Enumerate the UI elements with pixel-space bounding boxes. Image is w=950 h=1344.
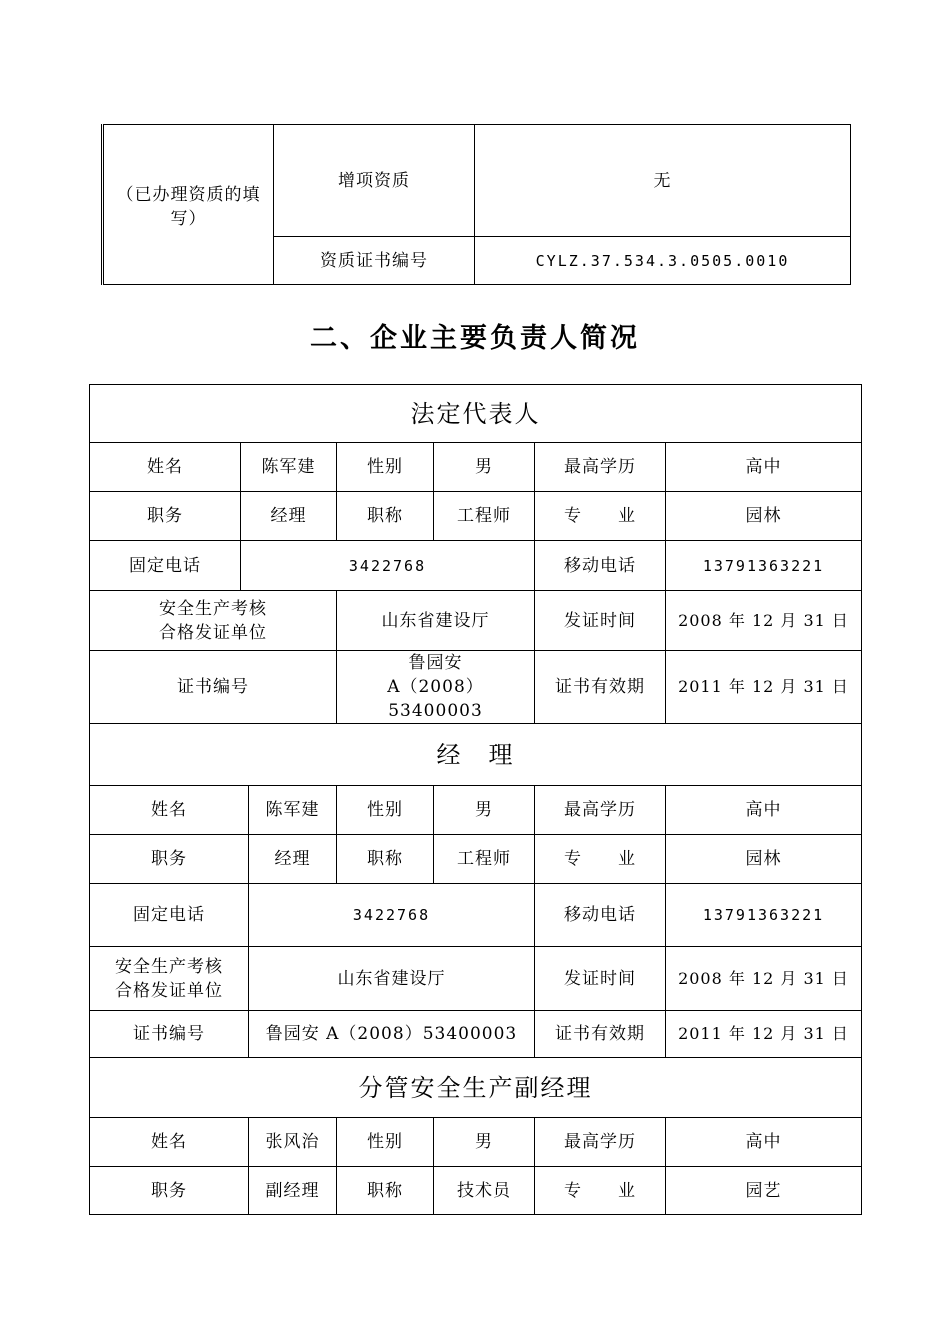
cert-number-label: 证书编号	[90, 651, 337, 724]
mobile-label: 移动电话	[535, 541, 666, 591]
table-row	[90, 492, 862, 541]
table-row	[90, 1118, 862, 1167]
mobile-value: 13791363221	[666, 541, 862, 591]
table-row	[90, 835, 862, 884]
education-value: 高中	[666, 786, 862, 835]
table-row	[90, 541, 862, 591]
title-label: 职称	[337, 492, 434, 541]
block-header-manager: 经 理	[90, 724, 862, 786]
major-value: 园林	[666, 835, 862, 884]
table-row	[90, 1167, 862, 1215]
cert-unit-label	[90, 947, 249, 1011]
title-label: 职称	[337, 1167, 434, 1215]
education-value: 高中	[666, 1118, 862, 1167]
cert-unit-label-line-2: 合格发证单位	[159, 622, 267, 643]
qualification-table	[101, 124, 851, 285]
table-row	[90, 443, 862, 492]
name-value: 陈军建	[249, 786, 337, 835]
position-label: 职务	[90, 492, 241, 541]
block-header-safety-deputy-manager: 分管安全生产副经理	[90, 1058, 862, 1118]
position-label: 职务	[90, 835, 249, 884]
phone-label: 固定电话	[90, 541, 241, 591]
cert-unit-label	[90, 591, 337, 651]
extra-qualification-value: 无	[475, 125, 851, 237]
mobile-value: 13791363221	[666, 884, 862, 947]
table-row	[90, 1011, 862, 1058]
major-label: 专 业	[535, 835, 666, 884]
cert-number-value	[337, 651, 535, 724]
name-value: 陈军建	[241, 443, 337, 492]
major-value: 园林	[666, 492, 862, 541]
cert-number-line-2: A（2008）53400003	[387, 677, 484, 721]
extra-qualification-label: 增项资质	[274, 125, 475, 237]
table-row	[90, 591, 862, 651]
table-row	[90, 947, 862, 1011]
issue-date-value: 2008 年 12 月 31 日	[666, 591, 862, 651]
valid-date-label: 证书有效期	[535, 1011, 666, 1058]
cert-unit-label-line-1: 安全生产考核	[159, 598, 267, 619]
name-label: 姓名	[90, 443, 241, 492]
major-label: 专 业	[535, 1167, 666, 1215]
title-label: 职称	[337, 835, 434, 884]
gender-label: 性别	[337, 1118, 434, 1167]
block-header-legal-rep: 法定代表人	[90, 385, 862, 443]
title-value: 技术员	[434, 1167, 535, 1215]
name-value: 张风治	[249, 1118, 337, 1167]
issue-date-label: 发证时间	[535, 947, 666, 1011]
position-value: 副经理	[249, 1167, 337, 1215]
name-label: 姓名	[90, 1118, 249, 1167]
gender-value: 男	[434, 786, 535, 835]
cert-unit-value: 山东省建设厅	[337, 591, 535, 651]
education-value: 高中	[666, 443, 862, 492]
position-value: 经理	[241, 492, 337, 541]
gender-value: 男	[434, 443, 535, 492]
cert-unit-label-line-1: 安全生产考核	[115, 956, 223, 977]
major-label: 专 业	[535, 492, 666, 541]
phone-value: 3422768	[241, 541, 535, 591]
valid-date-label: 证书有效期	[535, 651, 666, 724]
gender-label: 性别	[337, 786, 434, 835]
education-label: 最高学历	[535, 443, 666, 492]
issue-date-value: 2008 年 12 月 31 日	[666, 947, 862, 1011]
mobile-label: 移动电话	[535, 884, 666, 947]
gender-label: 性别	[337, 443, 434, 492]
valid-date-value: 2011 年 12 月 31 日	[666, 651, 862, 724]
cert-number-label: 证书编号	[90, 1011, 249, 1058]
table-row	[90, 786, 862, 835]
qualification-note: （已办理资质的填写）	[103, 125, 274, 285]
personnel-table	[89, 384, 862, 1215]
position-label: 职务	[90, 1167, 249, 1215]
section-title: 二、企业主要负责人简况	[310, 323, 640, 354]
phone-value: 3422768	[249, 884, 535, 947]
gender-value: 男	[434, 1118, 535, 1167]
table-row	[90, 884, 862, 947]
valid-date-value: 2011 年 12 月 31 日	[666, 1011, 862, 1058]
cert-number-value: 鲁园安 A（2008）53400003	[249, 1011, 535, 1058]
certificate-number-label: 资质证书编号	[274, 237, 475, 285]
table-row	[90, 651, 862, 724]
title-value: 工程师	[434, 835, 535, 884]
education-label: 最高学历	[535, 786, 666, 835]
name-label: 姓名	[90, 786, 249, 835]
cert-unit-label-line-2: 合格发证单位	[115, 980, 223, 1001]
major-value: 园艺	[666, 1167, 862, 1215]
position-value: 经理	[249, 835, 337, 884]
title-value: 工程师	[434, 492, 535, 541]
phone-label: 固定电话	[90, 884, 249, 947]
cert-unit-value: 山东省建设厅	[249, 947, 535, 1011]
issue-date-label: 发证时间	[535, 591, 666, 651]
education-label: 最高学历	[535, 1118, 666, 1167]
cert-number-line-1: 鲁园安	[408, 653, 463, 673]
certificate-number-value: CYLZ.37.534.3.0505.0010	[475, 237, 851, 285]
